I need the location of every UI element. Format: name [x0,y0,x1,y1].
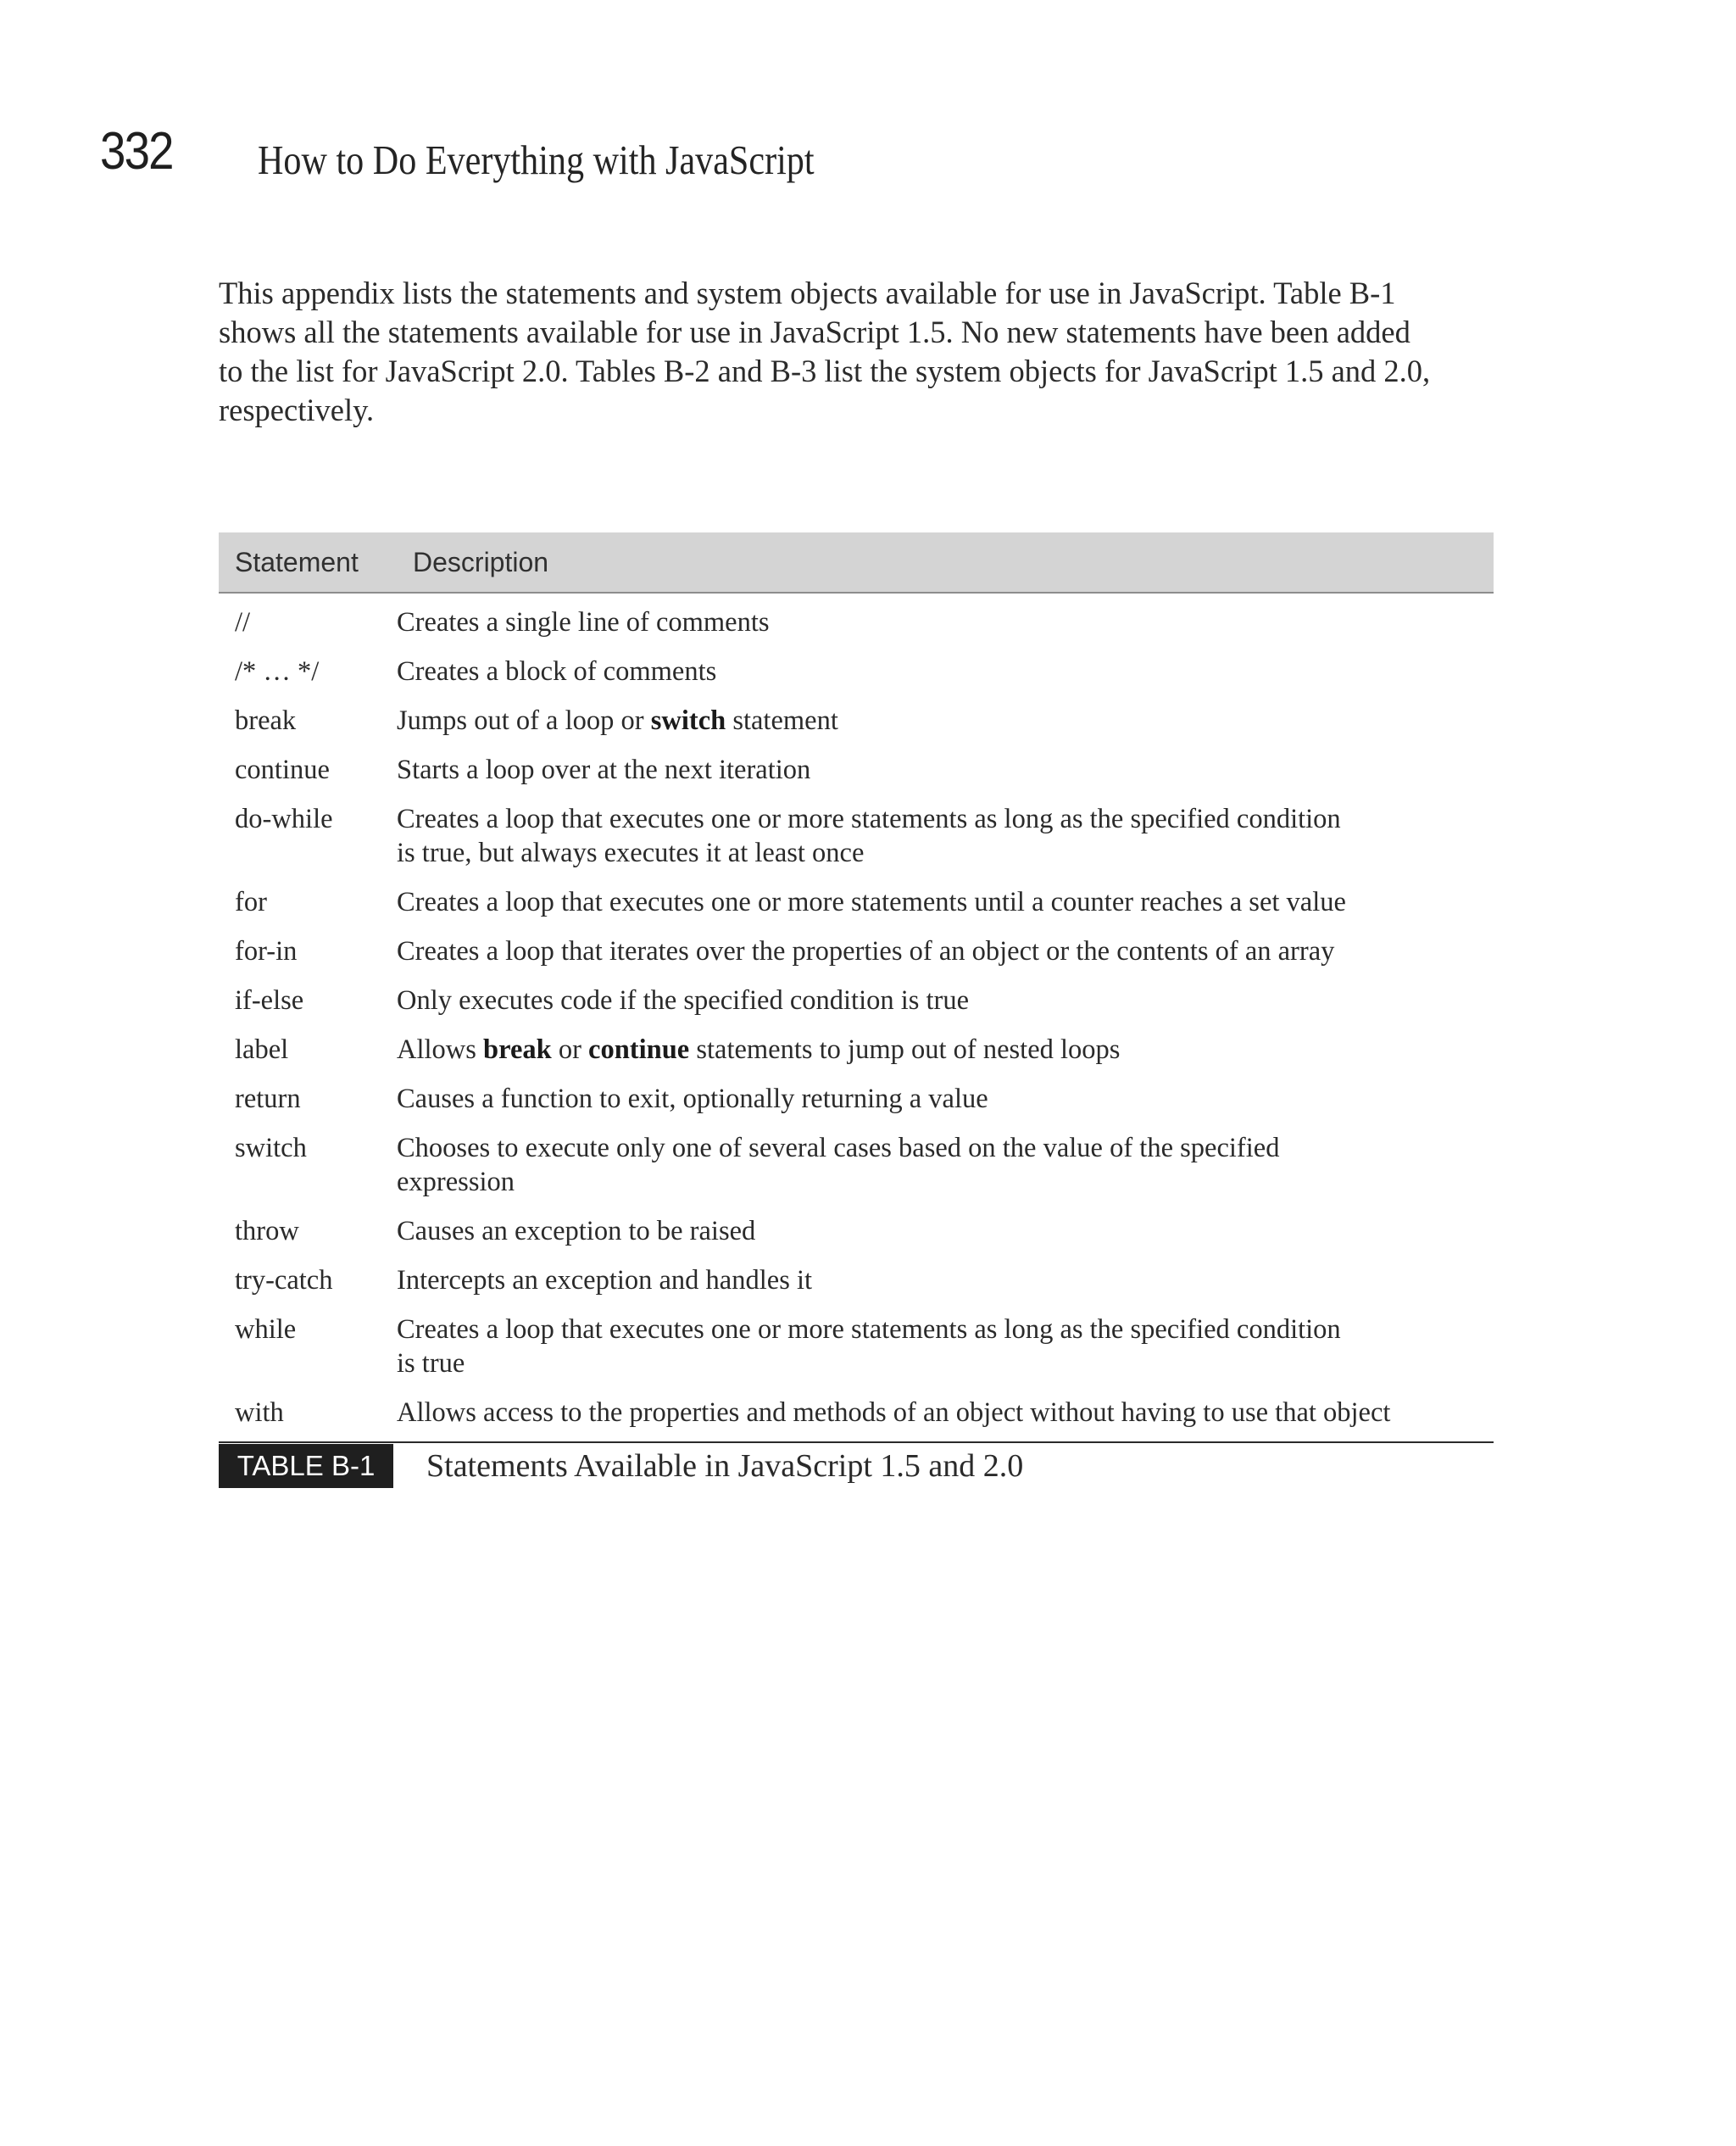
description-text: statement [726,705,838,736]
intro-line: shows all the statements available for use in JavaScript 1.5. No new statements have been added [219,315,1410,349]
description-line: expression [397,1167,515,1197]
description-text: Allows [397,1034,484,1065]
statement-cell: break [235,705,297,736]
statements-table [219,532,1494,1488]
statement-cell: for [235,887,267,917]
description-text: Jumps out of a loop or [397,705,651,736]
description-cell [397,1082,1494,1116]
description-line: Creates a single line of comments [397,607,770,638]
description-line: Creates a loop that executes one or more statements until a counter reaches a set value [397,887,1346,917]
statement-cell: throw [235,1216,299,1246]
table-row [219,1304,1494,1387]
intro-line: This appendix lists the statements and system objects available for use in JavaScript. Table B-1 [219,276,1396,310]
statement-cell: try-catch [235,1265,333,1296]
description-line: Allows access to the properties and methods of an object without having to use that object [397,1397,1391,1428]
table-row [219,926,1494,975]
statement-cell: if-else [235,985,304,1016]
table-row [219,744,1494,794]
intro-line: to the list for JavaScript 2.0. Tables B-2 and B-3 list the system objects for JavaScript 1.5 and 2.0, [219,354,1431,388]
description-cell [397,1131,1494,1199]
description-text: statements to jump out of nested loops [689,1034,1121,1065]
statement-cell: while [235,1314,297,1345]
description-line: Creates a block of comments [397,656,717,687]
table-row [219,1073,1494,1123]
table-row [219,1123,1494,1206]
description-cell [397,753,1494,787]
intro-line: respectively. [219,393,375,427]
description-line: Creates a loop that executes one or more statements as long as the specified condition [397,804,1341,834]
description-cell [397,655,1494,688]
description-line: Chooses to execute only one of several cases based on the value of the specified [397,1133,1280,1163]
table-row [219,877,1494,926]
page-number: 332 [100,122,173,181]
table-bottom-rule [219,1441,1494,1443]
table-body [219,597,1494,1436]
statement-cell: for-in [235,936,298,967]
description-text: or [551,1034,589,1065]
table-row [219,1024,1494,1073]
description-cell [397,885,1494,919]
description-cell [397,934,1494,968]
statement-cell: return [235,1084,301,1114]
statement-cell: label [235,1034,289,1065]
table-caption-text: Statements Available in JavaScript 1.5 and 2.0 [426,1448,1024,1484]
table-label: TABLE B-1 [219,1444,393,1488]
description-line: Causes a function to exit, optionally returning a value [397,1084,988,1114]
description-line: Causes an exception to be raised [397,1216,756,1246]
keyword-continue: continue [588,1034,690,1065]
table-row [219,1206,1494,1255]
column-header-statement: Statement [235,547,359,577]
description-cell [397,704,1494,738]
description-cell [397,1263,1494,1297]
statement-cell: switch [235,1133,307,1163]
description-cell [397,605,1494,639]
table-row [219,646,1494,695]
statement-cell: continue [235,755,330,785]
table-header [219,532,1494,594]
intro-paragraph [219,274,1490,430]
table-row [219,975,1494,1024]
description-cell [397,1313,1494,1380]
table-row [219,597,1494,646]
keyword-break: break [483,1034,552,1065]
description-cell [397,1214,1494,1248]
statement-cell: with [235,1397,284,1428]
description-line: Only executes code if the specified condition is true [397,985,970,1016]
description-line: Starts a loop over at the next iteration [397,755,811,785]
description-line: Creates a loop that iterates over the properties of an object or the contents of an array [397,936,1335,967]
statement-cell: /* … */ [235,656,320,687]
table-row [219,794,1494,877]
column-header-description: Description [413,547,549,577]
description-line: is true, but always executes it at least once [397,838,865,868]
description-line: Creates a loop that executes one or more statements as long as the specified condition [397,1314,1341,1345]
statement-cell: // [235,607,251,638]
keyword-switch: switch [650,705,726,736]
description-line: is true [397,1348,465,1379]
description-cell [397,984,1494,1017]
description-cell [397,802,1494,870]
description-cell [397,1033,1494,1067]
description-line: Intercepts an exception and handles it [397,1265,813,1296]
table-row [219,1255,1494,1304]
table-row [219,695,1494,744]
running-title: How to Do Everything with JavaScript [258,137,815,183]
table-caption [219,1444,1494,1488]
statement-cell: do-while [235,804,333,834]
description-cell [397,1396,1494,1430]
table-row [219,1387,1494,1436]
